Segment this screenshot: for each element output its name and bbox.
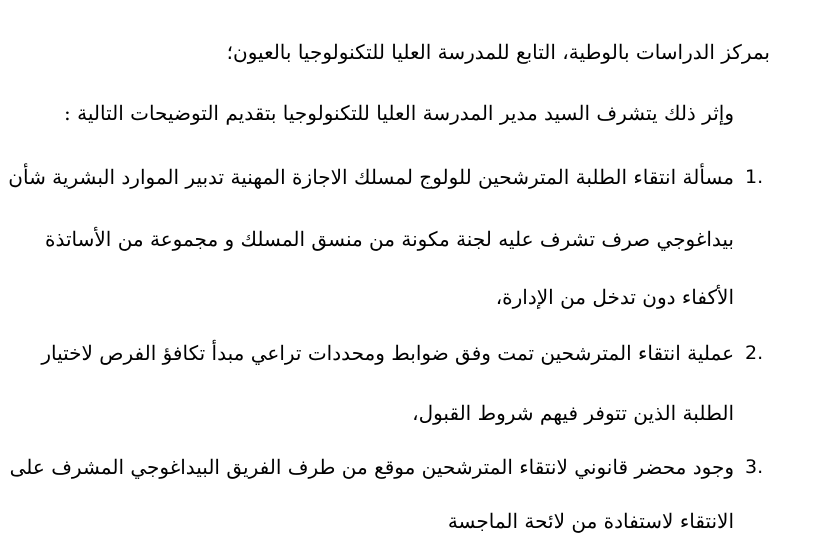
list-number-1: 1.: [745, 166, 764, 188]
intro-paragraph-2: وإثر ذلك يتشرف السيد مدير المدرسة العليا للتكنولوجيا بتقديم التوضيحات التالية :: [64, 101, 734, 125]
item-1-line-1: مسألة انتقاء الطلبة المترشحين للولوج لمسلك الاجازة المهنية تدبير الموارد البشرية شأن: [8, 165, 734, 189]
list-number-3: 3.: [745, 456, 764, 478]
item-2-line-2: الطلبة الذين تتوفر فيهم شروط القبول،: [412, 401, 734, 425]
list-number-2: 2.: [745, 342, 764, 364]
item-3-line-2-partial: الانتقاء لاستفادة من لائحة الماجسة: [447, 509, 734, 533]
item-3-line-1: وجود محضر قانوني لانتقاء المترشحين موقع من طرف الفريق البيداغوجي المشرف على: [9, 455, 734, 479]
item-1-line-3: الأكفاء دون تدخل من الإدارة،: [495, 285, 734, 309]
intro-paragraph-1: بمركز الدراسات بالوطية، التابع للمدرسة العليا للتكنولوجيا بالعيون؛: [226, 40, 770, 64]
item-2-line-1: عملية انتقاء المترشحين تمت وفق ضوابط ومحددات تراعي مبدأ تكافؤ الفرص لاختيار: [41, 341, 734, 365]
item-1-line-2: بيداغوجي صرف تشرف عليه لجنة مكونة من منسق المسلك و مجموعة من الأساتذة: [44, 227, 734, 251]
